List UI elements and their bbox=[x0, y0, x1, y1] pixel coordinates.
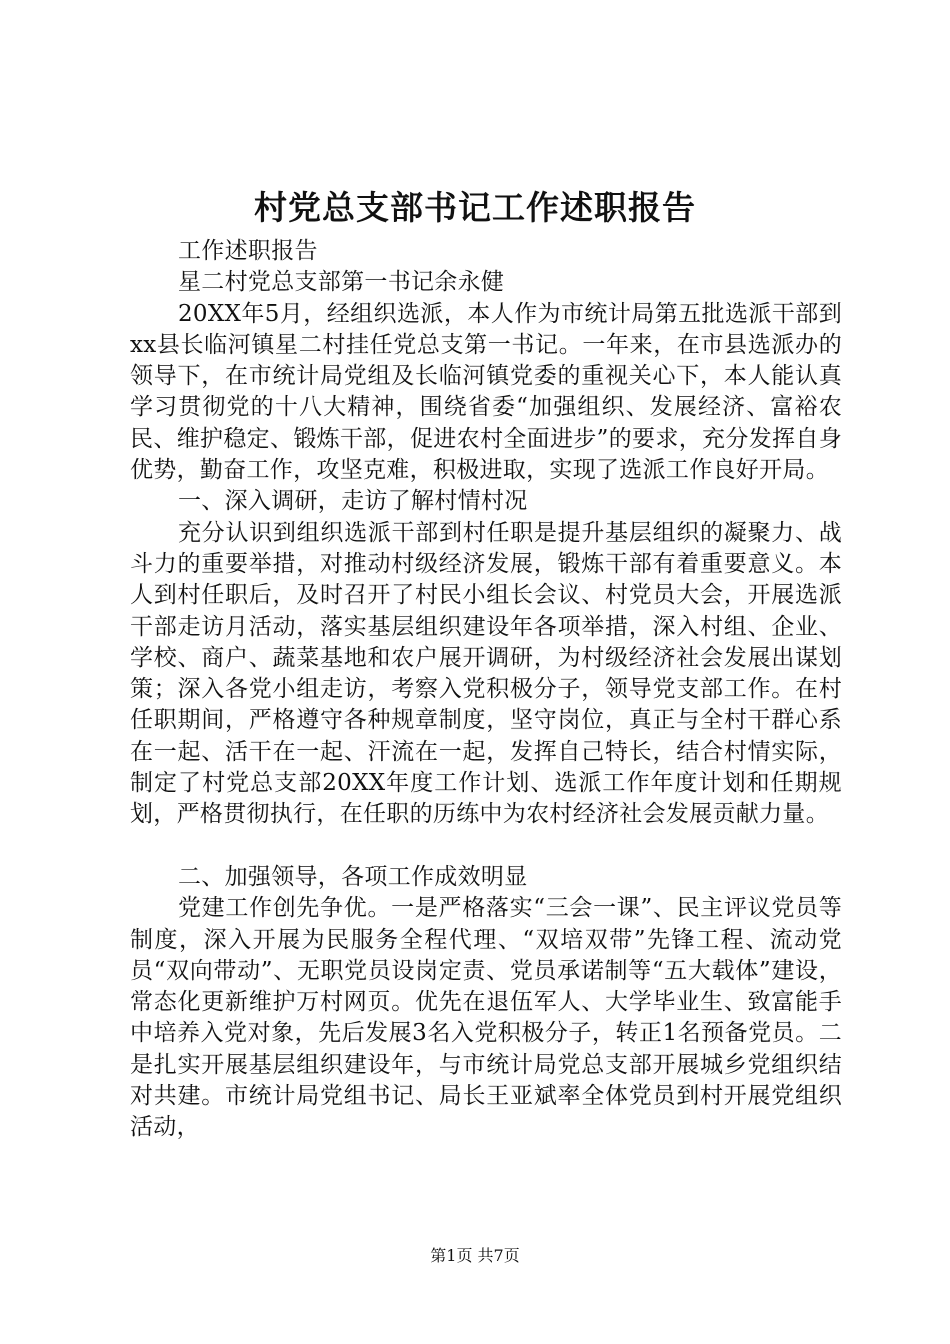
section-2-paragraph: 党建工作创先争优。一是严格落实“三会一课”、民主评议党员等制度，深入开展为民服务全程代理、“双培双带”先锋工程、流动党员“双向带动”、无职党员设岗定责、党员承诺制等“五大载体”建设，常态化更新维护万村网页。优先在退伍军人、大学毕业生、致富能手中培养入党对象，先后发展3名入党积极分子，转正1名预备党员。二是扎实开展基层组织建设年，与市统计局党总支部开展城乡党组织结对共建。市统计局党组书记、局长王亚斌率全体党员到村开展党组织活动， bbox=[130, 895, 842, 1141]
page-number-footer: 第1页 共7页 bbox=[430, 1246, 520, 1265]
document-body bbox=[130, 236, 842, 1144]
report-subtitle: 工作述职报告 bbox=[178, 238, 318, 264]
paragraph-gap bbox=[130, 831, 842, 862]
section-heading-2: 二、加强领导，各项工作成效明显 bbox=[178, 863, 528, 890]
intro-paragraph: 20XX年5月，经组织选派，本人作为市统计局第五批选派干部到xx县长临河镇星二村挂任党总支第一书记。一年来，在市县选派办的领导下，在市统计局党组及长临河镇党委的重视关心下，本人能认真学习贯彻党的十八大精神，围绕省委“加强组织、发展经济、富裕农民、维护稳定、锻炼干部，促进农村全面进步”的要求，充分发挥自身优势，勤奋工作，攻坚克难，积极进取，实现了选派工作良好开局。 bbox=[130, 300, 842, 484]
section-1-paragraph: 充分认识到组织选派干部到村任职是提升基层组织的凝聚力、战斗力的重要举措，对推动村级经济发展，锻炼干部有着重要意义。本人到村任职后，及时召开了村民小组长会议、村党员大会，开展选派干部走访月活动，落实基层组织建设年各项举措，深入村组、企业、学校、商户、蔬菜基地和农户展开调研，为村级经济社会发展出谋划策；深入各党小组走访，考察入党积极分子，领导党支部工作。在村任职期间，严格遵守各种规章制度，坚守岗位，真正与全村干群心系在一起、活干在一起、汗流在一起，发挥自己特长，结合村情实际，制定了村党总支部20XX年度工作计划、选派工作年度计划和任期规划，严格贯彻执行，在任职的历练中为农村经济社会发展贡献力量。 bbox=[130, 519, 842, 828]
author-line: 星二村党总支部第一书记余永健 bbox=[178, 269, 505, 296]
document-title: 村党总支部书记工作述职报告 bbox=[254, 188, 696, 227]
section-heading-1: 一、深入调研，走访了解村情村况 bbox=[178, 488, 528, 515]
